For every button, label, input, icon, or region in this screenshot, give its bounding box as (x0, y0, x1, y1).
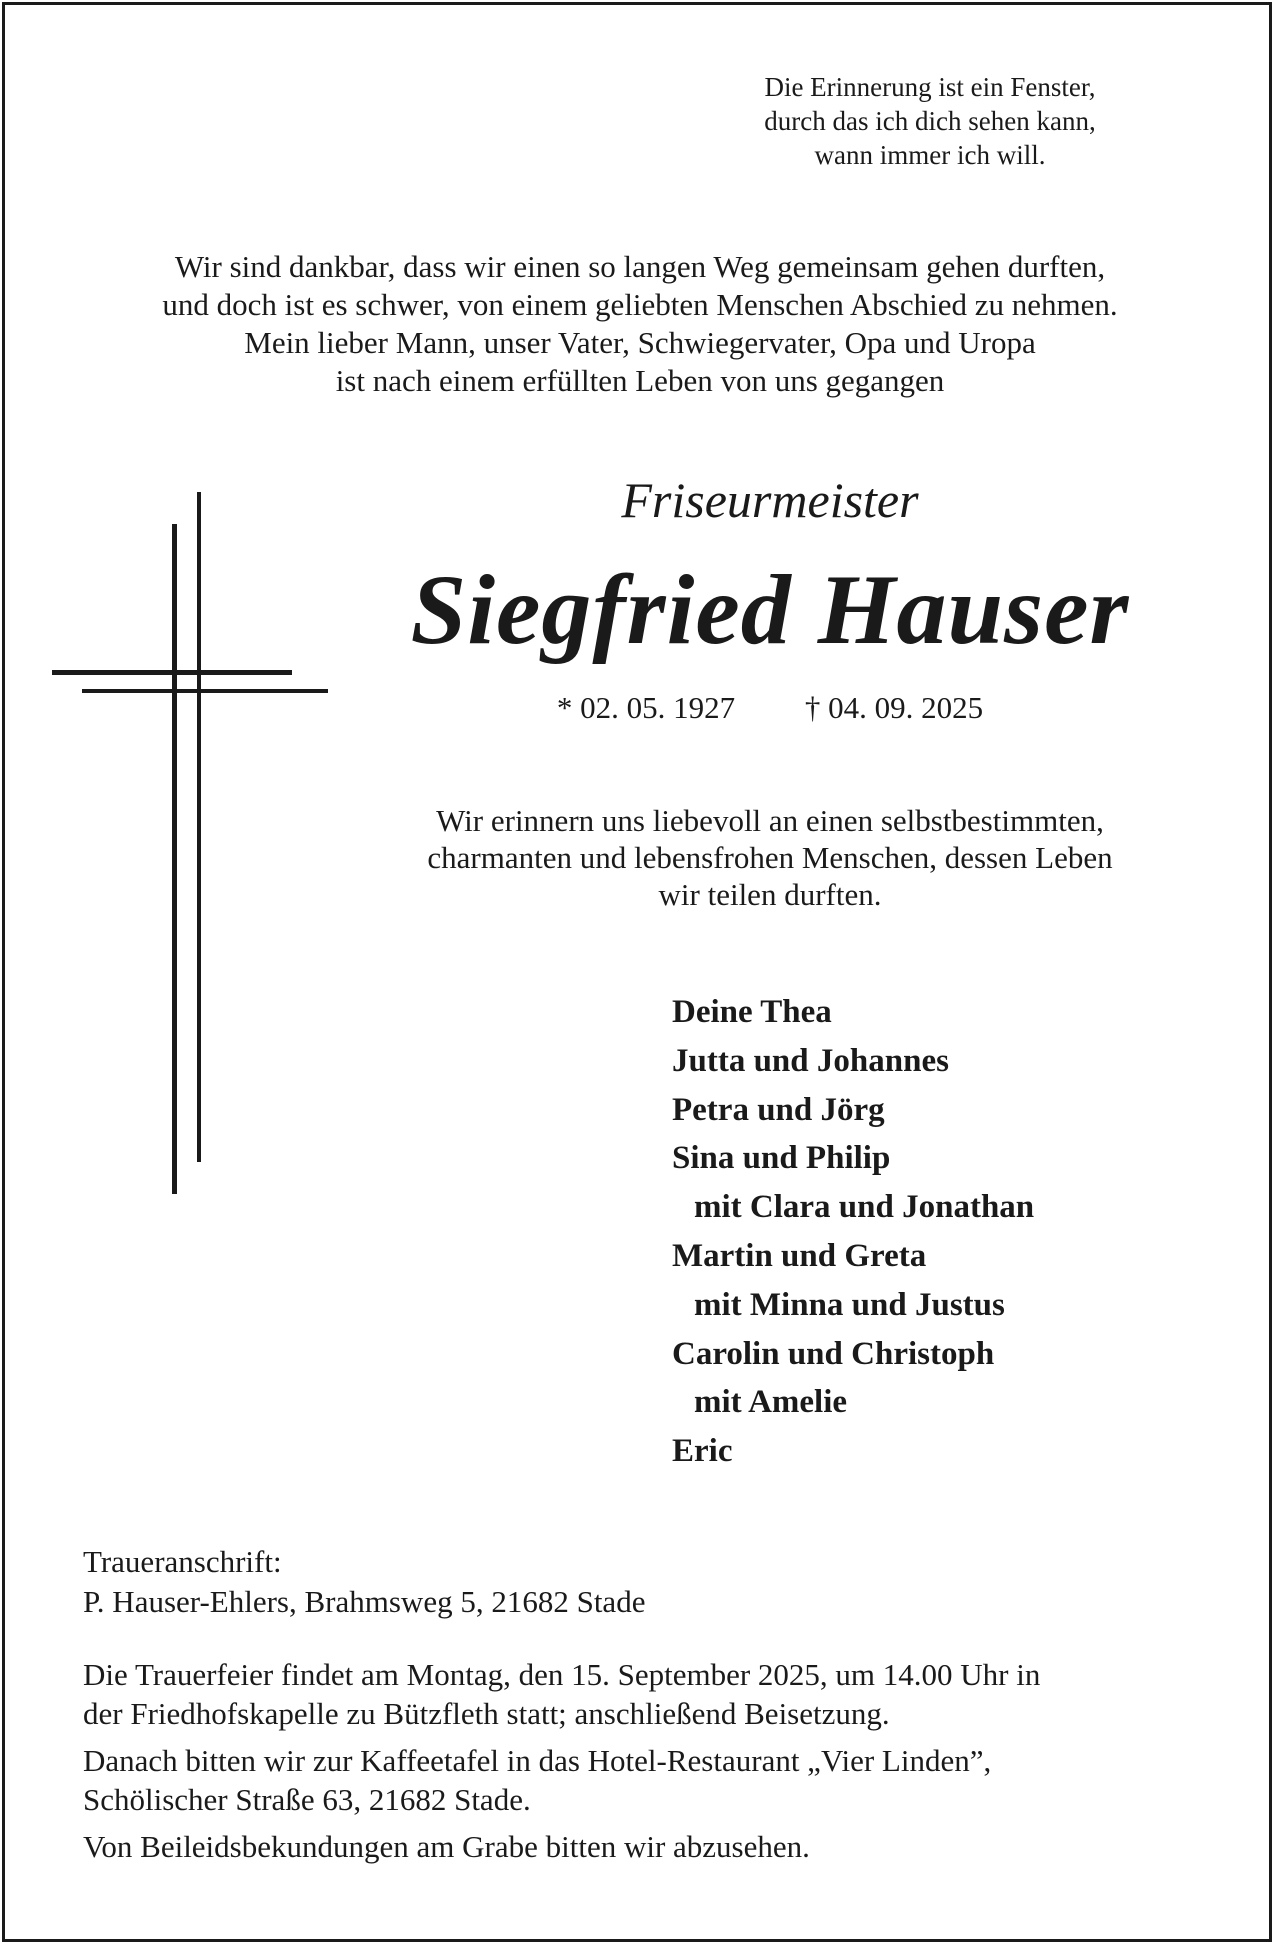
death-date: † 04. 09. 2025 (804, 690, 984, 725)
reception-notice (83, 1742, 1203, 1819)
mourner-name: Eric (672, 1433, 733, 1470)
mourner-name: Carolin und Christoph (672, 1335, 995, 1372)
mourning-address-label: Traueranschrift: (83, 1544, 282, 1579)
motto-line: durch das ich dich sehen kann, (764, 106, 1096, 136)
birth-date: * 02. 05. 1927 (556, 690, 736, 725)
remembrance-line: Wir erinnern uns liebevoll an einen selbstbestimmten, (436, 803, 1104, 838)
intro-line: ist nach einem erfüllten Leben von uns gegangen (335, 363, 945, 398)
intro-line: Mein lieber Mann, unser Vater, Schwiegervater, Opa und Uropa (244, 325, 1036, 360)
life-dates (370, 688, 1170, 728)
intro-text (60, 248, 1220, 400)
reception-notice-line: Schölischer Straße 63, 21682 Stade. (83, 1781, 531, 1817)
mourner-name: Deine Thea (672, 994, 832, 1030)
intro-line: und doch ist es schwer, von einem geliebten Menschen Abschied zu nehmen. (162, 287, 1118, 322)
motto-line: Die Erinnerung ist ein Fenster, (764, 72, 1096, 102)
cross-horizontal-upper (52, 670, 292, 675)
motto-quote (670, 70, 1190, 172)
remembrance-text (370, 802, 1170, 913)
mourner-name: Martin und Greta (672, 1237, 927, 1274)
mourner-name: mit Minna und Justus (694, 1286, 1005, 1323)
cross-vertical-long (197, 492, 201, 1162)
mourner-name: mit Amelie (694, 1384, 848, 1421)
deceased-name: Siegfried Hauser (410, 554, 1130, 665)
funeral-notice (83, 1656, 1203, 1733)
mourner-name: Petra und Jörg (672, 1091, 885, 1128)
mourners-list (672, 988, 1172, 1476)
cross-horizontal-lower (82, 689, 328, 693)
remembrance-line: charmanten und lebensfrohen Menschen, dessen Leben (427, 840, 1113, 875)
notices (83, 1656, 1203, 1876)
cross-vertical-short (172, 524, 177, 1194)
mourner-name: Jutta und Johannes (672, 1042, 949, 1079)
remembrance-line: wir teilen durften. (658, 877, 882, 912)
cross-icon (52, 492, 332, 1194)
motto-line: wann immer ich will. (814, 140, 1046, 170)
mourner-name: Sina und Philip (672, 1140, 891, 1177)
mourner-name: mit Clara und Jonathan (694, 1189, 1035, 1226)
funeral-notice-line: Die Trauerfeier findet am Montag, den 15. September 2025, um 14.00 Uhr in (83, 1657, 1041, 1692)
profession-title: Friseurmeister (621, 472, 919, 528)
condolence-notice: Von Beileidsbekundungen am Grabe bitten wir abzusehen. (83, 1829, 810, 1864)
mourning-address: P. Hauser-Ehlers, Brahmsweg 5, 21682 Stade (83, 1584, 646, 1619)
intro-line: Wir sind dankbar, dass wir einen so langen Weg gemeinsam gehen durften, (174, 249, 1106, 284)
reception-notice-line: Danach bitten wir zur Kaffeetafel in das Hotel-Restaurant „Vier Linden”, (83, 1743, 992, 1778)
funeral-notice-line: der Friedhofskapelle zu Bützfleth statt; anschließend Beisetzung. (83, 1695, 890, 1731)
